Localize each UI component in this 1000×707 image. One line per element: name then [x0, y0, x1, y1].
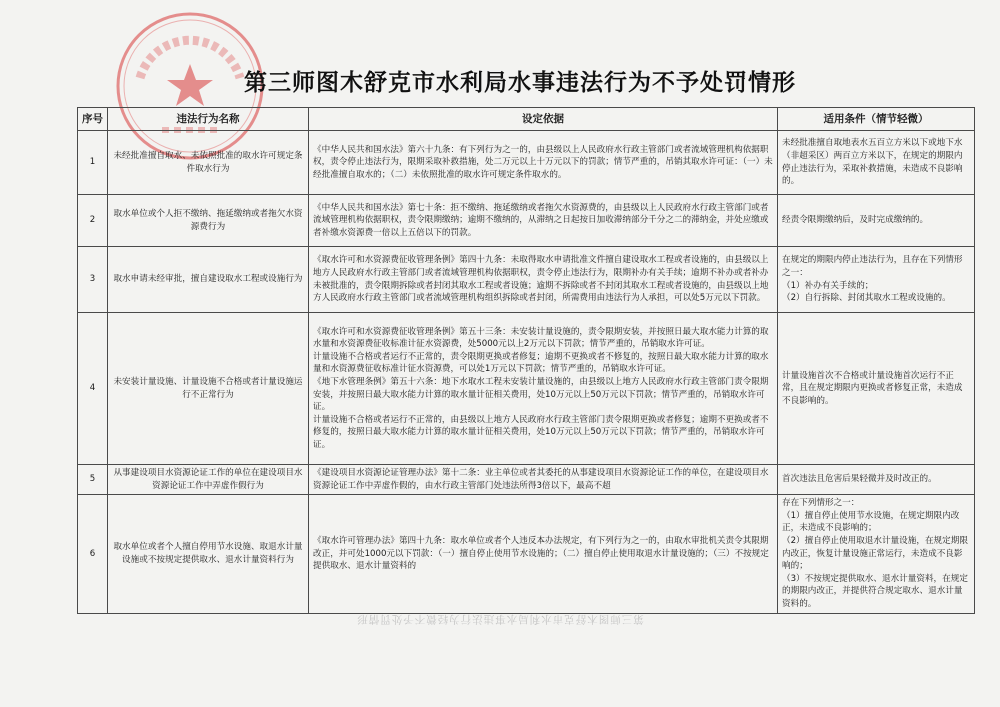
condition-paragraph: （1）补办有关手续的； — [782, 280, 874, 291]
condition-paragraph: （2）自行拆除、封闭其取水工程或设施的。 — [782, 293, 951, 304]
basis-paragraph: 《取水许可和水资源费征收管理条例》第四十九条：未取得取水申请批准文件擅自建设取水工程或者设施的，由县级以上地方人民政府水行政主管部门或者流域管理机构依据职权，责令停止违法行为，限期补办有关手续；逾期不补办或者补办未被批准的，责令限期拆除或者封闭其取水工程或者设施；逾期不拆除或者不封闭其取水工程或者设施的，由县级以上地方人民政府水行政主管部门或者流域管理机构组织拆除或者封闭，所需费用由违法行为人承担，可以处5万元以下罚款。 — [313, 255, 769, 304]
header-seq: 序号 — [78, 108, 108, 131]
row-seq: 3 — [78, 247, 108, 313]
header-basis: 设定依据 — [309, 108, 778, 131]
basis-paragraph: 《取水许可管理办法》第四十九条：取水单位或者个人违反本办法规定，有下列行为之一的，由取水审批机关责令其限期改正，并可处1000元以下罚款：（一）擅自停止使用节水设施的；（二）擅自停止使用取退水计量设施的；（三）不按规定提供取水、退水计量资料的 — [313, 535, 769, 572]
row-basis — [309, 247, 778, 313]
table-row — [78, 465, 975, 495]
basis-paragraph: 《地下水管理条例》第五十六条：地下水取水工程未安装计量设施的，由县级以上地方人民政府水行政主管部门责令限期安装，并按照日最大取水能力计算的取水量计征相关费用，处10万元以上50万元以下罚款；情节严重的，吊销取水许可证。 — [313, 376, 769, 413]
condition-paragraph: 存在下列情形之一： — [782, 498, 860, 509]
condition-paragraph: （2）擅自停止使用取退水计量设施，在规定期限内改正，恢复计量设施正常运行，未造成不良影响的； — [782, 535, 968, 572]
basis-paragraph: 《中华人民共和国水法》第七十条：拒不缴纳、拖延缴纳或者拖欠水资源费的，由县级以上人民政府水行政主管部门或者流域管理机构依据职权，责令限期缴纳；逾期不缴纳的，从滞纳之日起按日加收滞纳部分千分之二的滞纳金，并处应缴或者补缴水资源费一倍以上五倍以下的罚款。 — [313, 202, 769, 238]
header-condition: 适用条件（情节轻微） — [778, 108, 975, 131]
row-seq: 5 — [78, 465, 108, 495]
basis-paragraph: 《建设项目水资源论证管理办法》第十二条：业主单位或者其委托的从事建设项目水资源论证工作的单位，在建设项目水资源论证工作中弄虚作假的，由水行政主管部门处违法所得3倍以下，最高不超 — [313, 468, 769, 491]
table-row — [78, 195, 975, 247]
row-basis — [309, 313, 778, 465]
row-violation: 取水申请未经审批，擅自建设取水工程或设施行为 — [108, 247, 309, 313]
bleed-through-text: 第三师图木舒克市水利局水事违法行为轻微不予处罚情形 — [356, 613, 644, 625]
condition-paragraph: （1）擅自停止使用节水设施，在规定期限内改正，未造成不良影响的； — [782, 510, 960, 534]
row-violation: 取水单位或个人拒不缴纳、拖延缴纳或者拖欠水资源费行为 — [108, 195, 309, 247]
row-condition — [778, 131, 975, 195]
table-row — [78, 247, 975, 313]
row-violation: 未经批准擅自取水、未依照批准的取水许可规定条件取水行为 — [108, 131, 309, 195]
condition-paragraph: 首次违法且危害后果轻微并及时改正的。 — [782, 474, 937, 485]
page-title: 第三师图木舒克市水利局水事违法行为不予处罚情形 — [244, 70, 796, 96]
condition-paragraph: 经责令限期缴纳后，及时完成缴纳的。 — [782, 215, 929, 226]
condition-paragraph: （3）不按规定提供取水、退水计量资料，在规定的期限内改正，并提供符合规定取水、退水计量资料的。 — [782, 573, 968, 609]
row-basis — [309, 195, 778, 247]
basis-paragraph: 计量设施不合格或者运行不正常的，由县级以上地方人民政府水行政主管部门责令限期更换或者修复；逾期不更换或者不修复的，按照日最大取水能力计算的取水量计征相关费用，处10万元以上50万元以下罚款；情节严重的，吊销取水许可证。 — [313, 414, 769, 450]
basis-paragraph: 《中华人民共和国水法》第六十九条：有下列行为之一的，由县级以上人民政府水行政主管部门或者流域管理机构依据职权，责令停止违法行为，限期采取补救措施，处二万元以上十万元以下的罚款；情节严重的，吊销其取水许可证：（一）未经批准擅自取水的；（二）未依照批准的取水许可规定条件取水的。 — [313, 144, 773, 180]
condition-paragraph: 计量设施首次不合格或计量设施首次运行不正常，且在规定期限内更换或者修复正常，未造成不良影响的。 — [782, 370, 963, 406]
row-violation: 从事建设项目水资源论证工作的单位在建设项目水资源论证工作中弄虚作假行为 — [108, 465, 309, 495]
row-violation: 未安装计量设施、计量设施不合格或者计量设施运行不正常行为 — [108, 313, 309, 465]
table-header-row — [78, 108, 975, 131]
row-basis — [309, 495, 778, 613]
table-row — [78, 131, 975, 195]
table-row — [78, 313, 975, 465]
row-condition — [778, 247, 975, 313]
row-violation: 取水单位或者个人擅自停用节水设施、取退水计量设施或不按规定提供取水、退水计量资料行为 — [108, 495, 309, 613]
row-condition — [778, 465, 975, 495]
table-row — [78, 495, 975, 613]
row-condition — [778, 313, 975, 465]
row-seq: 6 — [78, 495, 108, 613]
row-seq: 1 — [78, 131, 108, 195]
basis-paragraph: 计量设施不合格或者运行不正常的，责令限期更换或者修复；逾期不更换或者不修复的，按照日最大取水能力计算的取水量和水资源费征收标准计征水资源费，可以处1万元以下罚款；情节严重的，吊销取水许可证。 — [313, 351, 769, 375]
row-seq: 4 — [78, 313, 108, 465]
row-condition — [778, 195, 975, 247]
header-violation: 违法行为名称 — [108, 108, 309, 131]
row-basis — [309, 131, 778, 195]
row-seq: 2 — [78, 195, 108, 247]
row-basis — [309, 465, 778, 495]
condition-paragraph: 未经批准擅自取地表水五百立方米以下或地下水（非超采区）两百立方米以下，在规定的期限内停止违法行为，采取补救措施，未造成不良影响的。 — [782, 138, 963, 187]
penalty-exemption-table — [77, 107, 975, 614]
basis-paragraph: 《取水许可和水资源费征收管理条例》第五十三条：未安装计量设施的，责令限期安装，并按照日最大取水能力计算的取水量和水资源费征收标准计征水资源费，处5000元以上2万元以下罚款；情节严重的，吊销取水许可证。 — [313, 326, 769, 350]
condition-paragraph: 在规定的期限内停止违法行为，且存在下列情形之一： — [782, 255, 963, 278]
row-condition — [778, 495, 975, 613]
